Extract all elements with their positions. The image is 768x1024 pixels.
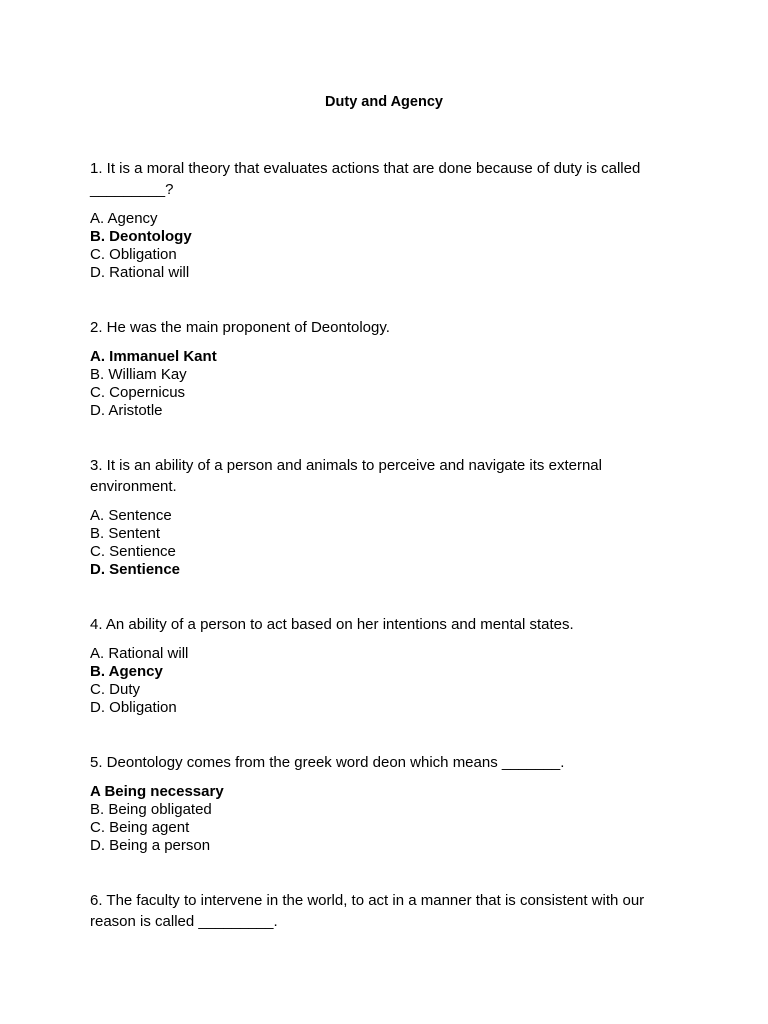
answer-option-correct: D. Sentience xyxy=(90,561,181,578)
question-1 xyxy=(90,158,670,282)
question-4 xyxy=(90,614,670,717)
answer-option: B. Sentent xyxy=(90,525,161,542)
answer-option: C. Being agent xyxy=(90,819,190,836)
answer-option: A. Rational will xyxy=(90,645,189,662)
answer-option: C. Duty xyxy=(90,681,141,698)
answer-options xyxy=(90,210,670,282)
answer-option: C. Copernicus xyxy=(90,384,186,401)
question-stem: 4. An ability of a person to act based on her intentions and mental states. xyxy=(90,616,574,633)
question-stem: 3. It is an ability of a person and animals to perceive and navigate its external environment. xyxy=(90,457,602,495)
answer-option: B. Being obligated xyxy=(90,801,212,818)
answer-option: D. Being a person xyxy=(90,837,211,854)
answer-option: A. Sentence xyxy=(90,507,172,524)
question-stem: 5. Deontology comes from the greek word deon which means _______. xyxy=(90,754,565,771)
question-3 xyxy=(90,455,670,579)
answer-option: D. Aristotle xyxy=(90,402,163,419)
question-2 xyxy=(90,317,670,420)
answer-options xyxy=(90,783,670,855)
question-6 xyxy=(90,890,670,942)
answer-option: A. Agency xyxy=(90,210,158,227)
answer-option-correct: A Being necessary xyxy=(90,783,224,800)
answer-options xyxy=(90,645,670,717)
answer-option: B. William Kay xyxy=(90,366,187,383)
question-stem: 6. The faculty to intervene in the world, to act in a manner that is consistent with our reason is called _________. xyxy=(90,892,645,930)
answer-options xyxy=(90,507,670,579)
answer-option: C. Obligation xyxy=(90,246,177,263)
answer-option-correct: B. Agency xyxy=(90,663,163,680)
answer-options xyxy=(90,348,670,420)
answer-option: D. Obligation xyxy=(90,699,177,716)
answer-option-correct: A. Immanuel Kant xyxy=(90,348,217,365)
question-5 xyxy=(90,752,670,855)
answer-option: D. Rational will xyxy=(90,264,190,281)
question-stem: 2. He was the main proponent of Deontology. xyxy=(90,319,390,336)
answer-option: C. Sentience xyxy=(90,543,176,560)
question-stem: 1. It is a moral theory that evaluates actions that are done because of duty is called _________? xyxy=(90,160,641,198)
page-title: Duty and Agency xyxy=(325,94,443,110)
answer-option-correct: B. Deontology xyxy=(90,228,192,245)
